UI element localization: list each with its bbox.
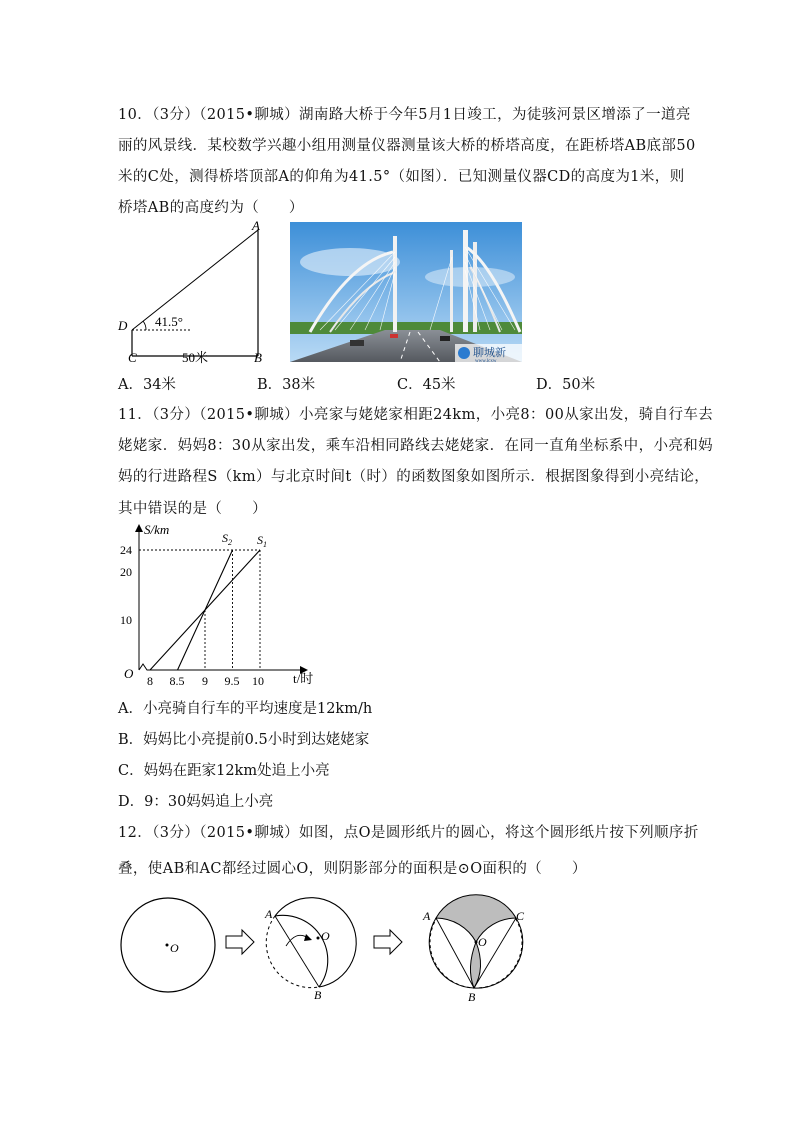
- q10-label-a: A: [252, 218, 260, 233]
- q12-line-1: 12．（3分）（2015•聊城）如图，点O是圆形纸片的圆心，将这个圆形纸片按下列顺序折: [118, 825, 699, 841]
- q11-line-1: 11．（3分）（2015•聊城）小亮家与姥姥家相距24km，小亮8：00从家出发，骑自行车去: [118, 407, 714, 423]
- q11-xtick-label: 8.5: [169, 674, 185, 688]
- photo-url: www.lcxw: [475, 359, 497, 362]
- q10-line-4: 桥塔AB的高度约为（ ）: [118, 200, 304, 216]
- q11-origin: O: [124, 666, 134, 681]
- q11-ytick-10: 10: [120, 613, 132, 627]
- q11-s1-label: $S_1$: [257, 533, 267, 549]
- right-arrow-icon: [226, 930, 254, 954]
- q11-xlabel: t/时: [293, 671, 314, 686]
- q12-fig2-a: A: [265, 907, 273, 921]
- q10-line-3: 米的C处，测得桥塔顶部A的仰角为41.5°（如图）．已知测量仪器CD的高度为1米，则: [118, 169, 685, 185]
- q10-label-b: B: [254, 350, 262, 365]
- q11-ylabel: S/km: [144, 522, 170, 537]
- q10-option-d[interactable]: D．50米: [536, 377, 596, 393]
- q11-line-2: 姥姥家．妈妈8：30从家出发，乘车沿相同路线去姥姥家．在同一直角坐标系中，小亮和妈: [118, 438, 714, 454]
- q11-line-3: 妈的行进路程S（km）与北京时间t（时）的函数图象如图所示．根据图象得到小亮结论，: [118, 469, 710, 485]
- q11-xtick-label: 9.5: [224, 674, 240, 688]
- q10-angle-label: 41.5°: [155, 314, 183, 329]
- photo-watermark: 聊城新: [473, 347, 506, 359]
- q10-line-1: 10．（3分）（2015•聊城）湖南路大桥于今年5月1日竣工，为徒骇河景区增添了一道亮: [118, 107, 691, 123]
- q11-xtick-label: 8: [147, 674, 153, 688]
- q11-xtick-label: 9: [202, 674, 208, 688]
- q12-fig3-b: B: [468, 990, 476, 1004]
- q11-option-a[interactable]: A．小亮骑自行车的平均速度是12km/h: [118, 701, 373, 717]
- q12-fig3-o: O: [478, 935, 487, 949]
- q12-fig3-c: C: [516, 909, 525, 923]
- q11-ytick-24: 24: [120, 543, 132, 557]
- q10-triangle-figure: [112, 218, 272, 368]
- q10-option-a[interactable]: A．34米: [118, 377, 176, 393]
- q12-fig2-b: B: [314, 988, 322, 1002]
- q10-base-label: 50米: [182, 350, 209, 365]
- q11-function-graph: [112, 520, 322, 690]
- q11-ytick-20: 20: [120, 565, 132, 579]
- q12-line-2: 叠，使AB和AC都经过圆心O，则阴影部分的面积是⊙O面积的（ ）: [118, 861, 587, 877]
- q10-option-b[interactable]: B．38米: [257, 377, 316, 393]
- q11-option-d[interactable]: D．9：30妈妈追上小亮: [118, 794, 274, 810]
- q10-option-c[interactable]: C．45米: [397, 377, 456, 393]
- q10-line-2: 丽的风景线．某校数学兴趣小组用测量仪器测量该大桥的桥塔高度，在距桥塔AB底部50: [118, 138, 696, 154]
- q10-label-d: D: [118, 318, 128, 333]
- q10-label-c: C: [128, 350, 137, 365]
- q11-s2-label: $S_2$: [222, 531, 232, 547]
- bridge-photo: [290, 222, 522, 362]
- q12-folding-figures: [118, 890, 538, 1005]
- right-arrow-icon: [374, 930, 402, 954]
- q11-line-4: 其中错误的是（ ）: [118, 501, 267, 517]
- q12-fig2-o: O: [321, 929, 330, 943]
- q11-option-c[interactable]: C．妈妈在距家12km处追上小亮: [118, 763, 330, 779]
- q12-fig1-o: O: [170, 941, 179, 955]
- q11-option-b[interactable]: B．妈妈比小亮提前0.5小时到达姥姥家: [118, 732, 370, 748]
- q12-fig3-a: A: [423, 909, 431, 923]
- q11-xtick-label: 10: [252, 674, 264, 688]
